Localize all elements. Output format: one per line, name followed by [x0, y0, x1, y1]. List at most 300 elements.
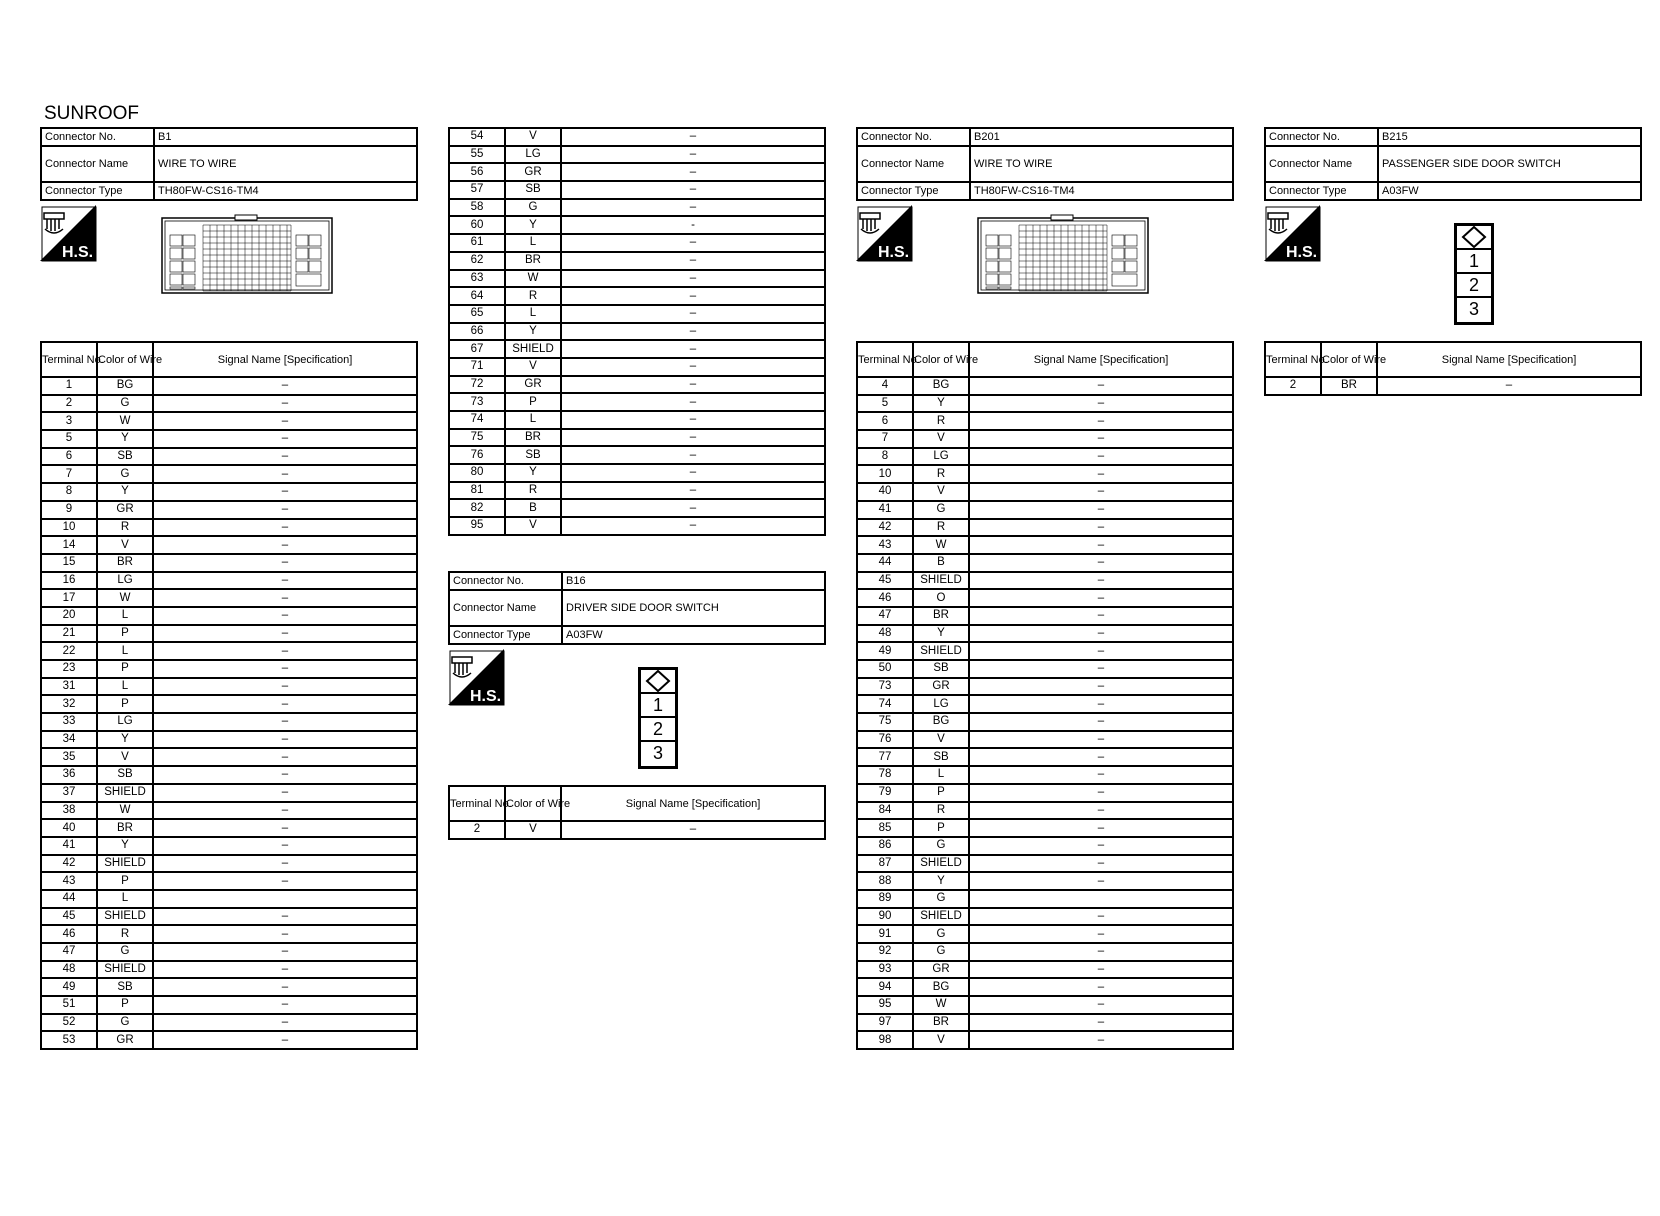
pin-1: 1 [1457, 250, 1491, 274]
wire-color-cell: BG [97, 377, 153, 395]
signal-name-cell: – [561, 323, 825, 341]
table-row [857, 465, 1233, 483]
terminal-no-cell: 85 [857, 819, 913, 837]
terminal-no-header: Terminal No. [1265, 342, 1321, 377]
terminal-no-cell: 93 [857, 961, 913, 979]
signal-name-cell: – [969, 802, 1233, 820]
terminal-no-cell: 3 [41, 412, 97, 430]
table-row [857, 377, 1233, 395]
terminal-no-cell: 55 [449, 146, 505, 164]
terminal-no-cell: 17 [41, 589, 97, 607]
table-row [857, 678, 1233, 696]
wire-color-cell: BR [505, 429, 561, 447]
signal-name-cell: – [561, 234, 825, 252]
wire-color-cell: Y [913, 872, 969, 890]
signal-name-header: Signal Name [Specification] [1377, 342, 1641, 377]
table-row [41, 943, 417, 961]
terminal-no-cell: 53 [41, 1031, 97, 1049]
table-row [449, 482, 825, 500]
table-row [857, 890, 1233, 908]
table-row [41, 872, 417, 890]
table-row [857, 483, 1233, 501]
signal-name-cell: – [969, 642, 1233, 660]
connector-no-label: Connector No. [857, 128, 970, 146]
wire-color-cell: SHIELD [913, 855, 969, 873]
b1-column [40, 127, 418, 1050]
terminal-no-cell: 20 [41, 607, 97, 625]
signal-name-cell: – [969, 589, 1233, 607]
terminal-no-cell: 98 [857, 1031, 913, 1049]
signal-name-cell: – [561, 499, 825, 517]
signal-name-cell: – [969, 872, 1233, 890]
harness-side-icon [448, 649, 504, 705]
harness-side-icon [1264, 205, 1320, 261]
terminal-no-cell: 1 [41, 377, 97, 395]
signal-name-cell: – [561, 358, 825, 376]
wire-color-cell: L [97, 642, 153, 660]
table-row [857, 589, 1233, 607]
wire-color-cell: SHIELD [97, 908, 153, 926]
b201-connector-face [977, 215, 1149, 295]
signal-name-cell: – [561, 376, 825, 394]
wire-color-cell: W [505, 270, 561, 288]
terminal-no-cell: 47 [857, 607, 913, 625]
table-row [41, 678, 417, 696]
table-row [857, 554, 1233, 572]
signal-name-cell: – [153, 554, 417, 572]
signal-name-cell: – [969, 713, 1233, 731]
terminal-no-cell: 2 [1265, 377, 1321, 395]
signal-name-cell: – [561, 252, 825, 270]
signal-name-cell: – [153, 872, 417, 890]
terminal-no-cell: 41 [857, 501, 913, 519]
signal-name-cell: – [969, 678, 1233, 696]
table-row [857, 1014, 1233, 1032]
terminal-no-cell: 42 [41, 855, 97, 873]
terminal-no-cell: 31 [41, 678, 97, 696]
terminal-no-cell: 10 [41, 519, 97, 537]
wire-color-cell: V [505, 517, 561, 535]
table-row [41, 660, 417, 678]
wire-color-cell: Y [913, 625, 969, 643]
connector-no-label: Connector No. [41, 128, 154, 146]
terminal-no-cell: 35 [41, 748, 97, 766]
signal-name-cell: – [153, 448, 417, 466]
svg-text:H.S.: H.S. [878, 244, 910, 261]
table-row [41, 448, 417, 466]
wire-color-cell: V [913, 430, 969, 448]
table-row [857, 802, 1233, 820]
signal-name-cell: – [153, 784, 417, 802]
wire-color-cell: G [505, 199, 561, 217]
terminal-no-cell: 72 [449, 376, 505, 394]
connector-name-label: Connector Name [857, 146, 970, 182]
signal-name-cell: – [969, 572, 1233, 590]
table-row [857, 837, 1233, 855]
terminal-no-cell: 67 [449, 340, 505, 358]
signal-name-cell: – [153, 589, 417, 607]
connector-type-label: Connector Type [41, 182, 154, 200]
table-row [857, 448, 1233, 466]
signal-name-cell [153, 890, 417, 908]
color-of-wire-header: Color of Wire [1321, 342, 1377, 377]
table-row [449, 234, 825, 252]
table-row [449, 305, 825, 323]
table-row [41, 695, 417, 713]
connector-name-label: Connector Name [1265, 146, 1378, 182]
wire-color-cell: Y [505, 323, 561, 341]
terminal-no-cell: 97 [857, 1014, 913, 1032]
signal-name-cell: – [969, 908, 1233, 926]
wire-color-cell: V [97, 748, 153, 766]
signal-name-cell: – [153, 501, 417, 519]
table-row [857, 501, 1233, 519]
table-row [41, 572, 417, 590]
terminal-no-cell: 81 [449, 482, 505, 500]
terminal-no-cell: 56 [449, 163, 505, 181]
terminal-no-cell: 23 [41, 660, 97, 678]
b215-connector-face [1454, 223, 1494, 331]
wire-color-cell: BR [1321, 377, 1377, 395]
signal-name-cell: – [561, 181, 825, 199]
table-row [449, 517, 825, 535]
signal-name-cell: – [153, 766, 417, 784]
signal-name-cell: – [561, 128, 825, 146]
b201-terminal-table [856, 341, 1234, 1050]
signal-name-cell: – [561, 305, 825, 323]
wire-color-cell: P [913, 784, 969, 802]
wire-color-cell: SB [505, 181, 561, 199]
b1-connector-face [161, 215, 333, 295]
terminal-no-cell: 37 [41, 784, 97, 802]
terminal-no-cell: 80 [449, 464, 505, 482]
terminal-no-cell: 74 [857, 695, 913, 713]
terminal-no-cell: 2 [41, 395, 97, 413]
b201-column [856, 127, 1234, 1050]
signal-name-cell: – [153, 978, 417, 996]
wire-color-cell: W [913, 996, 969, 1014]
wire-color-cell: P [913, 819, 969, 837]
table-row [41, 855, 417, 873]
table-row [41, 925, 417, 943]
signal-name-cell: – [561, 517, 825, 535]
wire-color-cell: L [97, 890, 153, 908]
signal-name-cell: – [969, 465, 1233, 483]
wire-color-cell: SB [97, 978, 153, 996]
wire-color-cell: G [913, 890, 969, 908]
signal-name-cell: – [969, 748, 1233, 766]
signal-name-cell: – [969, 695, 1233, 713]
terminal-no-cell: 45 [41, 908, 97, 926]
terminal-no-cell: 86 [857, 837, 913, 855]
signal-name-cell: – [561, 446, 825, 464]
signal-name-cell: – [153, 678, 417, 696]
signal-name-cell [969, 890, 1233, 908]
b16-column [448, 571, 826, 840]
terminal-no-cell: 7 [857, 430, 913, 448]
pin-3: 3 [652, 743, 663, 763]
wire-color-cell: V [505, 821, 561, 839]
terminal-no-cell: 51 [41, 996, 97, 1014]
table-row [449, 446, 825, 464]
wire-color-cell: G [913, 837, 969, 855]
signal-name-cell: – [969, 961, 1233, 979]
b1-connector-type: TH80FW-CS16-TM4 [154, 182, 417, 200]
signal-name-cell: – [561, 270, 825, 288]
signal-name-cell: – [969, 855, 1233, 873]
signal-name-cell: – [561, 429, 825, 447]
signal-name-cell: – [969, 536, 1233, 554]
signal-name-cell: – [969, 607, 1233, 625]
b16-terminal-table [448, 785, 826, 840]
signal-name-cell: – [153, 695, 417, 713]
b215-connector-no: B215 [1378, 128, 1641, 146]
terminal-no-cell: 79 [857, 784, 913, 802]
signal-name-cell: – [969, 1014, 1233, 1032]
terminal-no-cell: 60 [449, 216, 505, 234]
signal-name-cell: – [153, 731, 417, 749]
wire-color-cell: L [97, 678, 153, 696]
polarity-key-icon [641, 670, 675, 694]
pin-2: 2 [641, 718, 675, 742]
connector-name-label: Connector Name [449, 590, 562, 626]
b215-header-table [1264, 127, 1642, 201]
wire-color-cell: LG [913, 695, 969, 713]
b201-connector-no: B201 [970, 128, 1233, 146]
signal-name-cell: – [969, 784, 1233, 802]
wire-color-cell: G [97, 943, 153, 961]
terminal-no-cell: 76 [857, 731, 913, 749]
connector-no-label: Connector No. [449, 572, 562, 590]
wire-color-cell: P [505, 393, 561, 411]
table-row [41, 713, 417, 731]
polarity-key-icon [1457, 226, 1491, 250]
terminal-no-cell: 87 [857, 855, 913, 873]
wire-color-cell: SHIELD [913, 908, 969, 926]
wire-color-cell: V [913, 731, 969, 749]
table-row [449, 323, 825, 341]
terminal-no-cell: 6 [857, 412, 913, 430]
terminal-no-header: Terminal No. [449, 786, 505, 821]
table-row [857, 908, 1233, 926]
signal-name-cell: – [153, 660, 417, 678]
signal-name-cell: – [969, 519, 1233, 537]
b201-header-table [856, 127, 1234, 201]
terminal-no-cell: 36 [41, 766, 97, 784]
b215-column [1264, 127, 1642, 396]
terminal-no-cell: 7 [41, 465, 97, 483]
signal-name-cell: – [153, 465, 417, 483]
wire-color-cell: GR [97, 1031, 153, 1049]
b1-rows [41, 377, 417, 1049]
signal-name-cell: – [153, 855, 417, 873]
signal-name-cell: – [153, 802, 417, 820]
wire-color-cell: L [505, 305, 561, 323]
wire-color-cell: P [97, 872, 153, 890]
terminal-no-cell: 47 [41, 943, 97, 961]
signal-name-cell: – [153, 536, 417, 554]
wire-color-cell: BR [913, 607, 969, 625]
table-row [41, 961, 417, 979]
terminal-no-cell: 45 [857, 572, 913, 590]
page-title: SUNROOF [44, 103, 139, 124]
b215-connector-type: A03FW [1378, 182, 1641, 200]
table-row [857, 748, 1233, 766]
signal-name-cell: – [153, 748, 417, 766]
terminal-no-cell: 49 [857, 642, 913, 660]
table-row [41, 395, 417, 413]
b1-continued-column [448, 127, 826, 536]
signal-name-cell: – [561, 482, 825, 500]
wire-color-cell: W [97, 802, 153, 820]
wire-color-cell: L [505, 234, 561, 252]
terminal-no-header: Terminal No. [857, 342, 913, 377]
signal-name-cell: – [153, 713, 417, 731]
table-row [41, 483, 417, 501]
signal-name-cell: – [153, 377, 417, 395]
signal-name-cell: – [153, 961, 417, 979]
b16-connector-name: DRIVER SIDE DOOR SWITCH [562, 590, 825, 626]
color-of-wire-header: Color of Wire [97, 342, 153, 377]
terminal-no-cell: 9 [41, 501, 97, 519]
signal-name-cell: – [969, 395, 1233, 413]
signal-name-cell: – [969, 412, 1233, 430]
signal-name-cell: – [969, 766, 1233, 784]
signal-name-cell: – [561, 821, 825, 839]
wire-color-cell: BR [913, 1014, 969, 1032]
signal-name-cell: – [969, 819, 1233, 837]
terminal-no-cell: 71 [449, 358, 505, 376]
wire-color-cell: BR [97, 819, 153, 837]
table-row [857, 996, 1233, 1014]
signal-name-cell: – [153, 1031, 417, 1049]
terminal-no-cell: 73 [857, 678, 913, 696]
b201-diagram [856, 201, 1234, 341]
b215-diagram [1264, 201, 1642, 341]
table-row [857, 784, 1233, 802]
table-row [41, 501, 417, 519]
table-row [857, 855, 1233, 873]
wire-color-cell: G [97, 465, 153, 483]
table-row [449, 199, 825, 217]
table-row [857, 766, 1233, 784]
table-row [41, 625, 417, 643]
wire-color-cell: V [97, 536, 153, 554]
signal-name-cell: – [561, 163, 825, 181]
signal-name-cell: – [969, 377, 1233, 395]
table-row [857, 519, 1233, 537]
terminal-no-cell: 62 [449, 252, 505, 270]
table-row [449, 270, 825, 288]
terminal-no-cell: 54 [449, 128, 505, 146]
table-row [449, 146, 825, 164]
table-row [857, 642, 1233, 660]
terminal-no-cell: 32 [41, 695, 97, 713]
table-row [41, 465, 417, 483]
b215-connector-name: PASSENGER SIDE DOOR SWITCH [1378, 146, 1641, 182]
terminal-no-cell: 5 [41, 430, 97, 448]
wire-color-cell: LG [505, 146, 561, 164]
wire-color-cell: V [913, 483, 969, 501]
b1-connector-name: WIRE TO WIRE [154, 146, 417, 182]
wire-color-cell: LG [97, 713, 153, 731]
terminal-no-cell: 33 [41, 713, 97, 731]
terminal-no-cell: 91 [857, 925, 913, 943]
signal-name-cell: – [153, 412, 417, 430]
table-row [41, 607, 417, 625]
signal-name-cell: – [561, 340, 825, 358]
b1-rows-continued [449, 128, 825, 535]
wire-color-cell: G [913, 501, 969, 519]
wire-color-cell: BR [505, 252, 561, 270]
wire-color-cell: V [913, 1031, 969, 1049]
connector-type-label: Connector Type [449, 626, 562, 644]
table-row [857, 430, 1233, 448]
signal-name-header: Signal Name [Specification] [561, 786, 825, 821]
terminal-no-cell: 88 [857, 872, 913, 890]
table-row [41, 978, 417, 996]
terminal-no-cell: 4 [857, 377, 913, 395]
wire-color-cell: Y [913, 395, 969, 413]
wire-color-cell: SB [913, 660, 969, 678]
table-row [857, 1031, 1233, 1049]
table-row [857, 625, 1233, 643]
terminal-no-cell: 48 [857, 625, 913, 643]
terminal-no-cell: 46 [41, 925, 97, 943]
terminal-no-cell: 21 [41, 625, 97, 643]
signal-name-cell: – [561, 199, 825, 217]
wire-color-cell: W [97, 412, 153, 430]
table-row [41, 766, 417, 784]
wire-color-cell: R [913, 519, 969, 537]
wire-color-cell: P [97, 660, 153, 678]
signal-name-cell: – [153, 996, 417, 1014]
terminal-no-cell: 63 [449, 270, 505, 288]
pin-3: 3 [1468, 299, 1479, 319]
table-row [41, 908, 417, 926]
table-row [1265, 377, 1641, 395]
wire-color-cell: LG [97, 572, 153, 590]
wire-color-cell: Y [97, 430, 153, 448]
terminal-no-cell: 41 [41, 837, 97, 855]
terminal-no-cell: 90 [857, 908, 913, 926]
signal-name-cell: – [969, 731, 1233, 749]
wire-color-cell: P [97, 625, 153, 643]
signal-name-cell: – [153, 925, 417, 943]
table-row [449, 429, 825, 447]
wire-color-cell: Y [505, 216, 561, 234]
table-row [857, 961, 1233, 979]
signal-name-cell: – [153, 908, 417, 926]
signal-name-cell: – [153, 395, 417, 413]
signal-name-cell: – [153, 483, 417, 501]
table-row [449, 181, 825, 199]
table-row [857, 660, 1233, 678]
terminal-no-cell: 8 [41, 483, 97, 501]
table-row [449, 216, 825, 234]
signal-name-cell: – [561, 146, 825, 164]
table-row [449, 499, 825, 517]
wire-color-cell: V [505, 358, 561, 376]
svg-text:H.S.: H.S. [1286, 244, 1318, 261]
b201-connector-type: TH80FW-CS16-TM4 [970, 182, 1233, 200]
terminal-no-cell: 74 [449, 411, 505, 429]
b201-rows [857, 377, 1233, 1049]
terminal-no-cell: 6 [41, 448, 97, 466]
wire-color-cell: W [97, 589, 153, 607]
signal-name-cell: – [561, 411, 825, 429]
table-row [857, 943, 1233, 961]
